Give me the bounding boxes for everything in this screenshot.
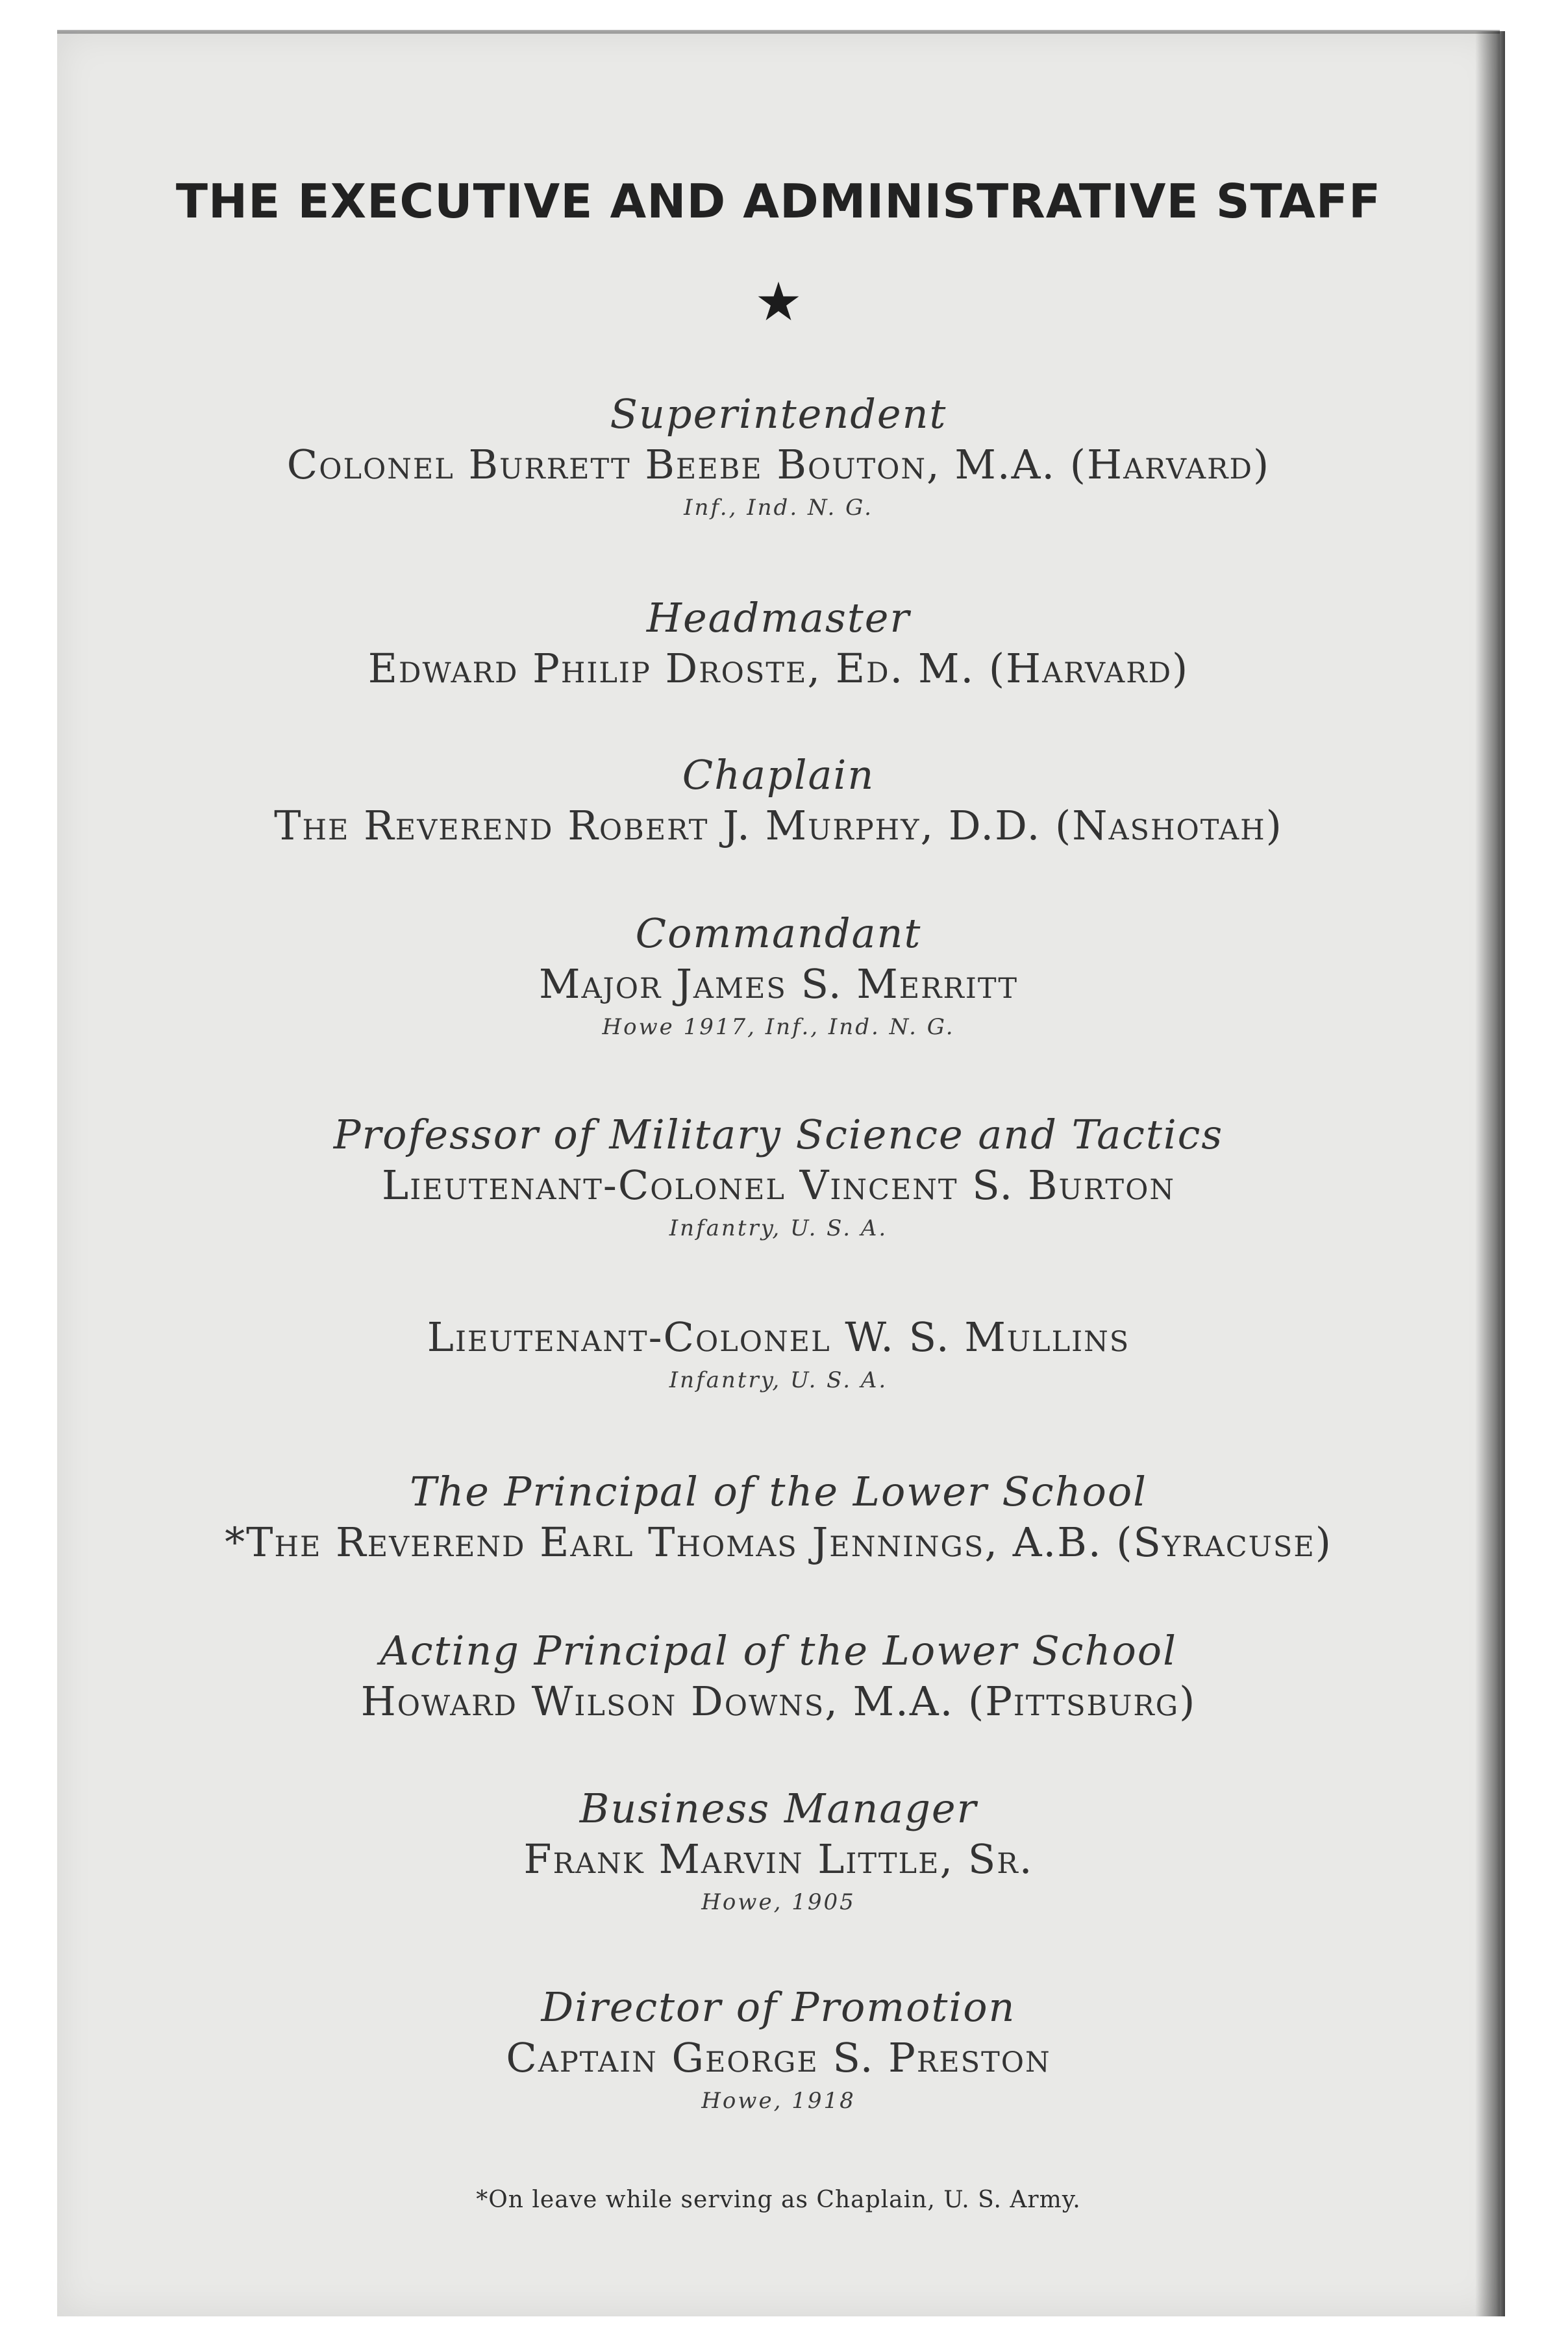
staff-entry-commandant <box>57 909 1500 1044</box>
staff-name: The Reverend Robert J. Murphy, D.D. (Nashotah) <box>274 802 1283 849</box>
staff-role: Business Manager <box>579 1785 978 1832</box>
staff-affiliation: Howe, 1918 <box>701 2088 856 2114</box>
footnote: *On leave while serving as Chaplain, U. S. Army. <box>476 2187 1081 2213</box>
staff-role: Acting Principal of the Lower School <box>380 1627 1177 1674</box>
staff-affiliation: Howe, 1905 <box>701 1889 856 1915</box>
document-content <box>57 0 1500 2343</box>
staff-role: Superintendent <box>610 390 947 438</box>
staff-role: Headmaster <box>646 594 911 641</box>
staff-role: The Principal of the Lower School <box>410 1468 1147 1515</box>
staff-affiliation: Inf., Ind. N. G. <box>684 495 873 521</box>
staff-name: Major James S. Merritt <box>538 960 1019 1008</box>
staff-name: Edward Philip Droste, Ed. M. (Harvard) <box>367 645 1189 692</box>
staff-entry-director-of-promotion <box>57 1983 1500 2118</box>
staff-affiliation: Infantry, U. S. A. <box>669 1215 888 1241</box>
staff-entry-mullins <box>57 1311 1500 1397</box>
staff-name: Howard Wilson Downs, M.A. (Pittsburg) <box>360 1678 1197 1725</box>
staff-role: Professor of Military Science and Tactics <box>333 1111 1224 1158</box>
staff-entry-principal-lower-school <box>57 1467 1500 1568</box>
staff-name: Colonel Burrett Beebe Bouton, M.A. (Harvard) <box>286 441 1271 488</box>
star-ornament-icon: ★ <box>754 271 803 333</box>
staff-entry-business-manager <box>57 1784 1500 1919</box>
staff-name: Captain George S. Preston <box>506 2034 1051 2081</box>
staff-entry-professor-military-science <box>57 1110 1500 1245</box>
staff-affiliation: Howe 1917, Inf., Ind. N. G. <box>602 1014 955 1040</box>
staff-name: Lieutenant-Colonel W. S. Mullins <box>427 1313 1130 1361</box>
staff-entry-headmaster <box>57 593 1500 695</box>
staff-name: *The Reverend Earl Thomas Jennings, A.B. (Syracuse) <box>225 1519 1332 1566</box>
staff-role: Chaplain <box>682 751 875 799</box>
page-title: THE EXECUTIVE AND ADMINISTRATIVE STAFF <box>175 174 1382 229</box>
staff-entry-chaplain <box>57 750 1500 852</box>
staff-name: Lieutenant-Colonel Vincent S. Burton <box>382 1161 1175 1209</box>
staff-role: Commandant <box>635 910 922 957</box>
staff-role: Director of Promotion <box>541 1983 1016 2031</box>
staff-name: Frank Marvin Little, Sr. <box>523 1835 1034 1883</box>
staff-affiliation: Infantry, U. S. A. <box>669 1367 888 1393</box>
staff-entry-acting-principal <box>57 1626 1500 1728</box>
staff-entry-superintendent <box>57 390 1500 525</box>
